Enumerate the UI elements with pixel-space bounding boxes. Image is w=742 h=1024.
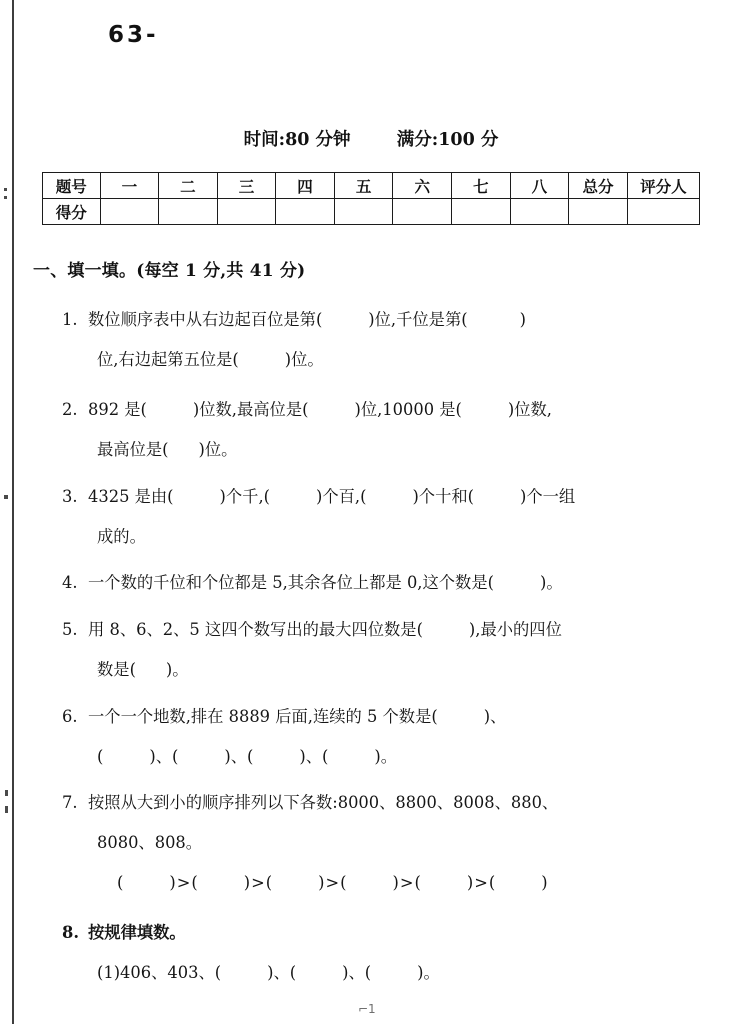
question-2-text-c: )位,10000 是( [354,400,462,419]
question-7-answer-row: ( )>( )>( )>( )>( )>( ) [117,873,548,892]
question-5-number: 5. [62,620,78,639]
question-3-number: 3. [62,487,78,506]
question-2-text-e: 最高位是( [97,440,169,459]
col-header-1: 一 [100,173,159,199]
score-cell-7[interactable] [452,199,511,225]
question-5-text-b: ),最小的四位 [468,620,562,639]
question-2-text-d: )位数, [507,400,552,419]
question-7-gt-4: > [399,873,414,892]
scan-artifact-speck [4,196,7,199]
question-6 [62,697,724,777]
col-header-2: 二 [159,173,218,199]
scan-artifact-speck [5,806,8,813]
question-8 [62,913,724,993]
scan-artifact-speck [5,790,8,796]
col-header-8: 八 [510,173,569,199]
score-cell-3[interactable] [217,199,276,225]
question-1-text-c: ) [519,310,526,329]
question-1 [62,300,724,380]
col-header-4: 四 [276,173,335,199]
question-8-text-b: (1)406、403、( [97,963,222,982]
question-6-text-g: )。 [374,747,397,766]
table-row-scores [43,199,700,225]
question-7-gt-2: > [251,873,265,892]
score-cell-total[interactable] [569,199,628,225]
question-8-text-e: )。 [417,963,440,982]
col-header-grader: 评分人 [627,173,699,199]
question-2-text-f: )位。 [198,440,238,459]
question-1-text-d: 位,右边起第五位是( [97,350,239,369]
col-header-5: 五 [334,173,393,199]
question-8-text-c: )、( [267,963,297,982]
question-4 [62,563,724,603]
question-1-text-e: )位。 [284,350,324,369]
question-4-text-a: 一个数的千位和个位都是 5,其余各位上都是 0,这个数是( [88,573,494,592]
scan-artifact-speck [4,188,7,191]
table-row-header [43,173,700,199]
question-3-text-d: )个十和( [412,487,474,506]
question-7-gt-1: > [176,873,191,892]
score-cell-grader[interactable] [627,199,699,225]
question-3-text-f: 成的。 [97,527,146,546]
question-6-text-c: ( [97,747,104,766]
bottom-page-mark: ⌐1 [358,1002,376,1016]
question-7-number: 7. [62,793,78,812]
question-8-text-d: )、( [342,963,372,982]
question-8-number: 8. [62,923,79,942]
question-3-text-e: )个一组 [520,487,576,506]
col-header-total: 总分 [569,173,628,199]
question-2-text-a: 892 是( [88,400,147,419]
score-cell-2[interactable] [159,199,218,225]
question-6-text-e: )、( [224,747,254,766]
question-3-text-b: )个千,( [219,487,270,506]
question-6-text-f: )、( [299,747,329,766]
question-6-text-a: 一个一个地数,排在 8889 后面,连续的 5 个数是( [88,707,438,726]
question-8-text-a: 按规律填数。 [88,923,186,942]
question-1-text-a: 数位顺序表中从右边起百位是第( [88,310,323,329]
question-4-text-b: )。 [539,573,563,592]
question-5-text-d: )。 [165,660,189,679]
score-cell-6[interactable] [393,199,452,225]
scan-artifact-speck [4,495,8,499]
question-3-text-c: )个百,( [315,487,367,506]
question-7-text-a: 按照从大到小的顺序排列以下各数:8000、8800、8008、880、 [88,793,559,812]
question-2-text-b: )位数,最高位是( [192,400,309,419]
question-5-text-c: 数是( [97,660,136,679]
page-number: 63- [108,22,159,48]
question-7 [62,783,724,903]
score-cell-5[interactable] [334,199,393,225]
exam-time: 时间:80 分钟 [243,130,351,150]
question-1-number: 1. [62,310,78,329]
question-5 [62,610,724,690]
row-label-question-no: 题号 [43,173,101,199]
col-header-3: 三 [217,173,276,199]
col-header-6: 六 [393,173,452,199]
question-1-text-b: )位,千位是第( [368,310,468,329]
section-heading-fill-in-blanks: 一、填一填。(每空 1 分,共 41 分) [33,261,306,281]
question-7-gt-5: > [474,873,488,892]
question-5-text-a: 用 8、6、2、5 这四个数写出的最大四位数是( [88,620,423,639]
score-cell-8[interactable] [510,199,569,225]
exam-full-score: 满分:100 分 [396,130,499,150]
question-6-text-d: )、( [149,747,179,766]
score-cell-4[interactable] [276,199,335,225]
question-3-text-a: 4325 是由( [88,487,174,506]
question-6-text-b: )、 [483,707,507,726]
question-2 [62,390,724,470]
scan-artifact-line [12,0,14,1024]
exam-meta-line [0,126,742,151]
question-6-number: 6. [62,707,78,726]
question-7-gt-3: > [325,873,340,892]
score-table [42,172,700,225]
question-3 [62,477,724,557]
col-header-7: 七 [452,173,511,199]
question-7-text-b: 8080、808。 [97,833,203,852]
row-label-score: 得分 [43,199,101,225]
question-4-number: 4. [62,573,78,592]
question-2-number: 2. [62,400,78,419]
score-cell-1[interactable] [100,199,159,225]
